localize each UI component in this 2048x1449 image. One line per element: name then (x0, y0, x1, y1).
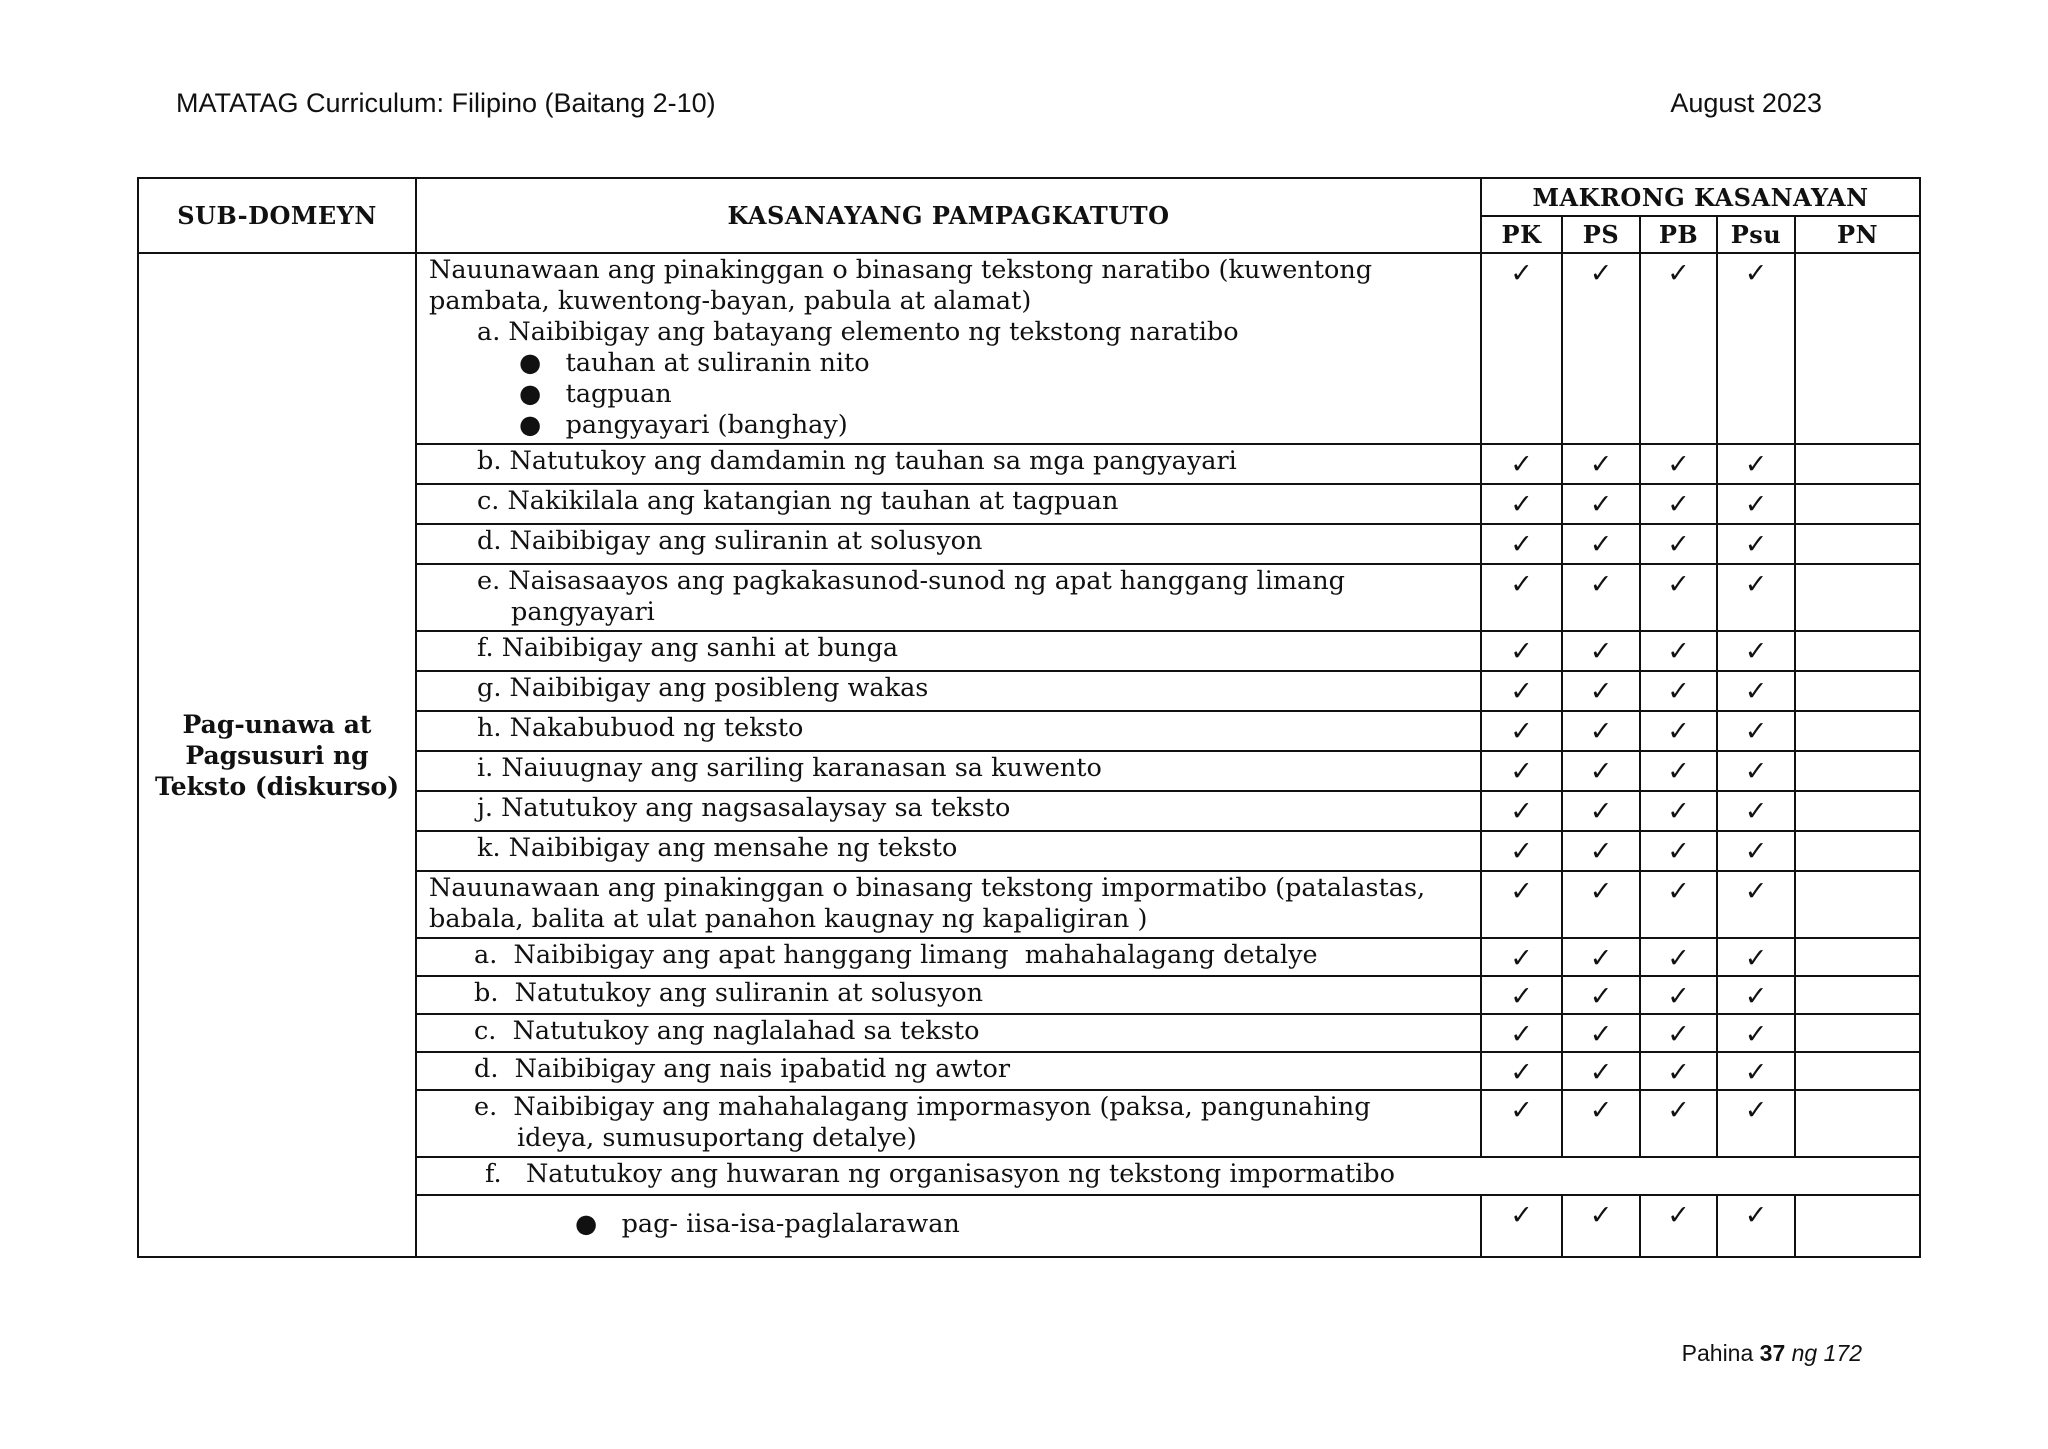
subdomain-cell: Pag-unawa at Pagsusuri ng Teksto (diskurso) (138, 253, 416, 1257)
empty-cell (1795, 444, 1920, 484)
check-mark: ✓ (1640, 564, 1717, 631)
competency-text: f. Natutukoy ang huwaran ng organisasyon ng tekstong impormatibo (485, 1159, 1395, 1189)
check-mark: ✓ (1640, 1052, 1717, 1090)
check-mark: ✓ (1481, 444, 1562, 484)
check-mark: ✓ (1717, 524, 1795, 564)
competency-text: g. Naibibigay ang posibleng wakas (477, 673, 929, 703)
check-mark: ✓ (1717, 444, 1795, 484)
check-mark: ✓ (1717, 791, 1795, 831)
competency-text: i. Naiuugnay ang sariling karanasan sa kuwento (477, 753, 1102, 783)
bullet-item: ● tauhan at suliranin nito (519, 348, 870, 378)
check-mark: ✓ (1640, 253, 1717, 444)
bullet-item: ● tagpuan (519, 379, 672, 409)
check-mark: ✓ (1481, 1014, 1562, 1052)
header-ps: PS (1562, 216, 1640, 253)
check-mark: ✓ (1640, 1014, 1717, 1052)
check-mark: ✓ (1481, 938, 1562, 976)
check-mark: ✓ (1717, 938, 1795, 976)
competency-text: k. Naibibigay ang mensahe ng teksto (477, 833, 958, 863)
check-mark: ✓ (1640, 831, 1717, 871)
competency-text: a. Naibibigay ang batayang elemento ng tekstong naratibo (477, 317, 1239, 347)
document-date: August 2023 (1670, 88, 1822, 118)
empty-cell (1795, 253, 1920, 444)
check-mark: ✓ (1717, 1090, 1795, 1157)
empty-cell (1795, 564, 1920, 631)
bullet-text: pag- iisa-isa-paglalarawan (621, 1209, 960, 1239)
header-psu: Psu (1717, 216, 1795, 253)
check-mark: ✓ (1562, 1090, 1640, 1157)
empty-cell (1795, 671, 1920, 711)
check-mark: ✓ (1562, 871, 1640, 938)
check-mark: ✓ (1640, 1090, 1717, 1157)
competency-cell (416, 831, 1481, 871)
check-mark: ✓ (1481, 791, 1562, 831)
empty-cell (1795, 791, 1920, 831)
check-mark: ✓ (1481, 671, 1562, 711)
bullet-item: ● pag- iisa-isa-paglalarawan (575, 1209, 960, 1239)
check-mark: ✓ (1562, 524, 1640, 564)
bullet-item: ● pangyayari (banghay) (519, 410, 848, 440)
check-mark: ✓ (1717, 253, 1795, 444)
competency-cell (416, 711, 1481, 751)
check-mark: ✓ (1562, 711, 1640, 751)
check-mark: ✓ (1717, 564, 1795, 631)
header-pn: PN (1795, 216, 1920, 253)
document-title: MATATAG Curriculum: Filipino (Baitang 2-10) (176, 88, 716, 118)
curriculum-table (137, 177, 1921, 1258)
competency-cell (416, 1195, 1481, 1257)
check-mark: ✓ (1640, 791, 1717, 831)
competency-text: b. Natutukoy ang suliranin at solusyon (474, 978, 984, 1008)
competency-cell (416, 938, 1481, 976)
check-mark: ✓ (1640, 484, 1717, 524)
check-mark: ✓ (1640, 751, 1717, 791)
check-mark: ✓ (1640, 1195, 1717, 1257)
header-macro-skills: MAKRONG KASANAYAN (1481, 178, 1920, 216)
check-mark: ✓ (1481, 976, 1562, 1014)
page-of-word: ng (1791, 1340, 1818, 1366)
empty-cell (1795, 751, 1920, 791)
check-mark: ✓ (1481, 751, 1562, 791)
competency-cell (416, 1157, 1920, 1195)
competency-text: e. Naisasaayos ang pagkakasunod-sunod ng apat hanggang limang (477, 566, 1345, 596)
check-mark: ✓ (1640, 871, 1717, 938)
page-number (1682, 1340, 1862, 1367)
competency-text: d. Naibibigay ang nais ipabatid ng awtor (474, 1054, 1011, 1084)
empty-cell (1795, 976, 1920, 1014)
check-mark: ✓ (1562, 791, 1640, 831)
competency-cell (416, 791, 1481, 831)
competency-text: ideya, sumusuportang detalye) (517, 1123, 917, 1153)
check-mark: ✓ (1640, 631, 1717, 671)
check-mark: ✓ (1717, 631, 1795, 671)
competency-text: d. Naibibigay ang suliranin at solusyon (477, 526, 983, 556)
page-total: 172 (1823, 1340, 1862, 1366)
empty-cell (1795, 1052, 1920, 1090)
check-mark: ✓ (1717, 751, 1795, 791)
competency-cell (416, 484, 1481, 524)
check-mark: ✓ (1562, 1052, 1640, 1090)
bullet-text: tauhan at suliranin nito (565, 348, 870, 378)
empty-cell (1795, 831, 1920, 871)
empty-cell (1795, 1195, 1920, 1257)
bullet-text: pangyayari (banghay) (565, 410, 848, 440)
table-row (138, 253, 1920, 444)
page-word: Pahina (1681, 1340, 1754, 1366)
check-mark: ✓ (1640, 711, 1717, 751)
page-current: 37 (1759, 1340, 1786, 1366)
check-mark: ✓ (1717, 484, 1795, 524)
bullet-text: tagpuan (565, 379, 672, 409)
competency-cell (416, 751, 1481, 791)
check-mark: ✓ (1640, 671, 1717, 711)
check-mark: ✓ (1717, 871, 1795, 938)
competency-text: j. Natutukoy ang nagsasalaysay sa teksto (477, 793, 1011, 823)
check-mark: ✓ (1562, 444, 1640, 484)
competency-text: c. Nakikilala ang katangian ng tauhan at tagpuan (477, 486, 1119, 516)
check-mark: ✓ (1717, 1195, 1795, 1257)
check-mark: ✓ (1481, 253, 1562, 444)
check-mark: ✓ (1717, 711, 1795, 751)
empty-cell (1795, 1014, 1920, 1052)
check-mark: ✓ (1481, 711, 1562, 751)
competency-text: Nauunawaan ang pinakinggan o binasang tekstong naratibo (kuwentong pambata, kuwentong-bayan, pabula at alamat) (429, 255, 1373, 316)
competency-cell (416, 671, 1481, 711)
empty-cell (1795, 524, 1920, 564)
header-subdomain: SUB-DOMEYN (138, 178, 416, 253)
empty-cell (1795, 938, 1920, 976)
check-mark: ✓ (1640, 444, 1717, 484)
competency-text: pangyayari (511, 597, 655, 627)
check-mark: ✓ (1481, 831, 1562, 871)
header-pk: PK (1481, 216, 1562, 253)
check-mark: ✓ (1562, 938, 1640, 976)
competency-cell (416, 631, 1481, 671)
check-mark: ✓ (1481, 564, 1562, 631)
check-mark: ✓ (1640, 938, 1717, 976)
competency-text: a. Naibibigay ang apat hanggang limang mahahalagang detalye (474, 940, 1318, 970)
check-mark: ✓ (1640, 524, 1717, 564)
check-mark: ✓ (1481, 871, 1562, 938)
check-mark: ✓ (1481, 631, 1562, 671)
check-mark: ✓ (1717, 671, 1795, 711)
check-mark: ✓ (1562, 253, 1640, 444)
empty-cell (1795, 711, 1920, 751)
competency-cell (416, 524, 1481, 564)
check-mark: ✓ (1481, 524, 1562, 564)
competency-cell (416, 871, 1481, 938)
check-mark: ✓ (1481, 1195, 1562, 1257)
empty-cell (1795, 1090, 1920, 1157)
competency-text: b. Natutukoy ang damdamin ng tauhan sa mga pangyayari (477, 446, 1237, 476)
check-mark: ✓ (1562, 484, 1640, 524)
competency-cell (416, 976, 1481, 1014)
check-mark: ✓ (1717, 831, 1795, 871)
check-mark: ✓ (1481, 1052, 1562, 1090)
competency-cell (416, 1090, 1481, 1157)
competency-cell (416, 1052, 1481, 1090)
check-mark: ✓ (1562, 631, 1640, 671)
check-mark: ✓ (1562, 564, 1640, 631)
empty-cell (1795, 484, 1920, 524)
check-mark: ✓ (1562, 1014, 1640, 1052)
empty-cell (1795, 871, 1920, 938)
competency-cell (416, 444, 1481, 484)
check-mark: ✓ (1562, 1195, 1640, 1257)
competency-cell (416, 564, 1481, 631)
check-mark: ✓ (1481, 484, 1562, 524)
competency-text: f. Naibibigay ang sanhi at bunga (477, 633, 899, 663)
check-mark: ✓ (1562, 671, 1640, 711)
check-mark: ✓ (1562, 831, 1640, 871)
header-pb: PB (1640, 216, 1717, 253)
check-mark: ✓ (1717, 1052, 1795, 1090)
competency-cell (416, 253, 1481, 444)
header-competency: KASANAYANG PAMPAGKATUTO (416, 178, 1481, 253)
competency-text: c. Natutukoy ang naglalahad sa teksto (474, 1016, 980, 1046)
check-mark: ✓ (1481, 1090, 1562, 1157)
competency-text: Nauunawaan ang pinakinggan o binasang tekstong impormatibo (patalastas, babala, balita at ulat panahon kaugnay ng kapaligiran ) (429, 873, 1426, 934)
check-mark: ✓ (1562, 976, 1640, 1014)
empty-cell (1795, 631, 1920, 671)
check-mark: ✓ (1562, 751, 1640, 791)
check-mark: ✓ (1640, 976, 1717, 1014)
competency-text: e. Naibibigay ang mahahalagang impormasyon (paksa, pangunahing (474, 1092, 1371, 1122)
check-mark: ✓ (1717, 976, 1795, 1014)
competency-text: h. Nakabubuod ng teksto (477, 713, 804, 743)
competency-cell (416, 1014, 1481, 1052)
check-mark: ✓ (1717, 1014, 1795, 1052)
